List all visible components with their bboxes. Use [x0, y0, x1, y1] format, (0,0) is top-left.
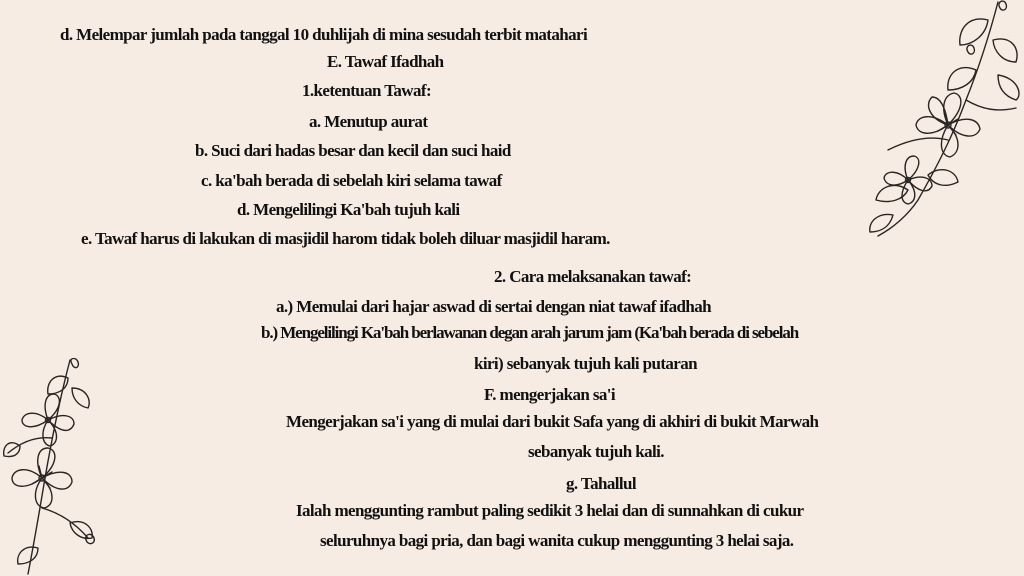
text-line-16: g. Tahallul [566, 474, 636, 493]
text-line-10: a.) Memulai dari hajar aswad di sertai dengan niat tawaf ifadhah [276, 297, 711, 316]
text-line-4: a. Menutup aurat [309, 112, 428, 131]
text-line-3: 1.ketentuan Tawaf: [302, 81, 432, 100]
text-line-11: b.) Mengelilingi Ka'bah berlawanan degan arah jarum jam (Ka'bah berada di sebelah [261, 323, 799, 342]
text-line-13: F. mengerjakan sa'i [484, 385, 616, 404]
floral-decoration-bottom-left [0, 358, 110, 576]
text-line-17: Ialah menggunting rambut paling sedikit 3 helai dan di sunnahkan di cukur [296, 501, 804, 520]
text-line-15: sebanyak tujuh kali. [528, 442, 664, 461]
text-line-7: d. Mengelilingi Ka'bah tujuh kali [237, 200, 460, 219]
text-line-6: c. ka'bah berada di sebelah kiri selama tawaf [201, 171, 502, 190]
text-line-5: b. Suci dari hadas besar dan kecil dan suci haid [195, 141, 511, 160]
text-line-1: d. Melempar jumlah pada tanggal 10 duhlijah di mina sesudah terbit matahari [60, 25, 588, 44]
flower-icon [848, 0, 1024, 240]
floral-decoration-top-right [848, 0, 1024, 240]
text-line-2: E. Tawaf Ifadhah [327, 52, 444, 71]
text-line-14: Mengerjakan sa'i yang di mulai dari bukit Safa yang di akhiri di bukit Marwah [286, 412, 819, 431]
text-line-18: seluruhnya bagi pria, dan bagi wanita cukup menggunting 3 helai saja. [320, 531, 794, 550]
text-line-8: e. Tawaf harus di lakukan di masjidil harom tidak boleh diluar masjidil haram. [81, 229, 610, 248]
flower-icon [0, 358, 110, 576]
text-line-9: 2. Cara melaksanakan tawaf: [494, 267, 692, 286]
text-line-12: kiri) sebanyak tujuh kali putaran [474, 354, 697, 373]
